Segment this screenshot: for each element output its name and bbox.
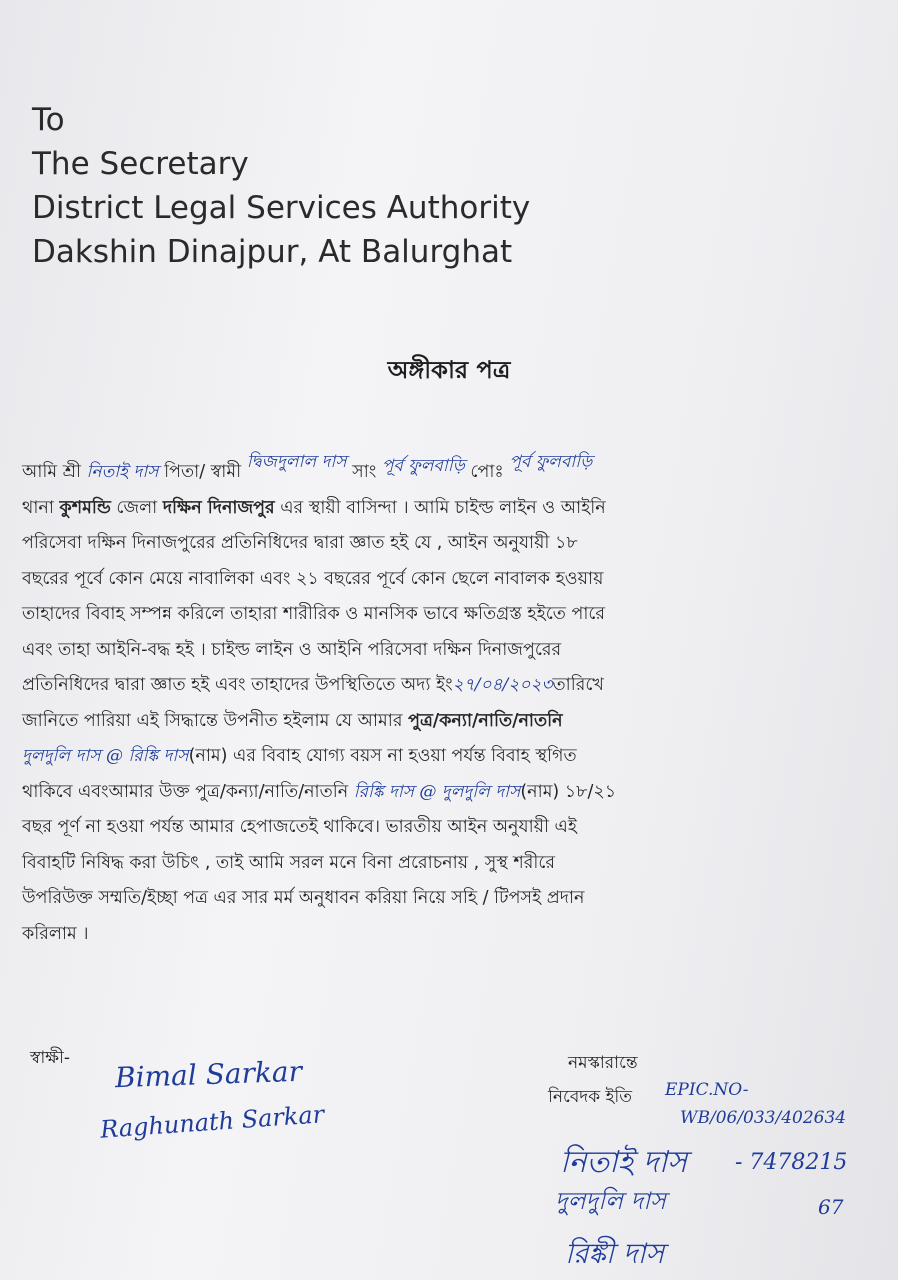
body-line-11: বছর পূর্ণ না হওয়া পর্যন্ত আমার হেপাজতেই থাকিবে। ভারতীয় আইন অনুযায়ী এই (22, 817, 577, 837)
witness-signature-2: Raghunath Sarkar (99, 1100, 325, 1144)
text-father-husband: পিতা/ স্বামী (164, 462, 242, 482)
body-line-7 (22, 668, 882, 704)
body-line-4: বছরের পূর্বে কোন মেয়ে নাবালিকা এবং ২১ বছরের পূর্বে কোন ছেলে নাবালক হওয়ায় (22, 568, 604, 589)
address-line-to: To (32, 102, 65, 138)
text-relation-options: পুত্র/কন্যা/নাতি/নাতনি (408, 710, 563, 731)
body-line-14: করিলাম । (22, 923, 89, 944)
handwritten-father-name: দ্বিজদুলাল দাস (246, 452, 347, 472)
text-district-value: দক্ষিন দিনাজপুর (162, 497, 275, 518)
handwritten-declarant-name: নিতাই দাস (86, 462, 159, 482)
handwritten-village: পূর্ব ফুলবাড়ি (381, 456, 465, 476)
witness-signature-1: Bimal Sarkar (114, 1054, 303, 1095)
body-line-2 (22, 491, 882, 527)
greeting: নমস্কারান্তে (568, 1053, 638, 1073)
witness-block (30, 1045, 70, 1073)
text-ami-shri: আমি শ্রী (22, 462, 81, 482)
text-custody: থাকিবে এবংআমার উক্ত পুত্র/কন্যা/নাতি/নাতনি (22, 781, 349, 802)
address-line-authority: District Legal Services Authority (32, 190, 531, 226)
body-line-9 (22, 739, 882, 775)
text-village-label: সাং (352, 462, 377, 482)
document-title: অঙ্গীকার পত্র (387, 356, 511, 384)
text-district-label: জেলা (116, 497, 158, 518)
handwritten-date: ২৭/০৪/২০২৩ (452, 675, 553, 695)
epic-number: WB/06/033/402634 (680, 1108, 847, 1128)
signatory-signature: নিতাই দাস (560, 1145, 688, 1180)
text-age-limit: (নাম) ১৮/২১ (520, 781, 617, 802)
handwritten-child-names-2: রিঙ্কি দাস @ দুলদুলি দাস (353, 781, 521, 802)
address-line-secretary: The Secretary (32, 146, 249, 182)
text-resident: এর স্থায়ী বাসিন্দা । আমি চাইল্ড লাইন ও আইনি (280, 497, 606, 518)
age-note: 67 (818, 1195, 844, 1219)
handwritten-post-office: পূর্ব ফুলবাড়ি (509, 452, 593, 472)
body-line-8 (22, 704, 882, 740)
epic-label: EPIC.NO- (665, 1080, 749, 1100)
body-line-6: এবং তাহা আইনি-বদ্ধ হই । চাইল্ড লাইন ও আইনি পরিসেবা দক্ষিন দিনাজপুরের (22, 639, 562, 660)
text-decision: জানিতে পারিয়া এই সিদ্ধান্তে উপনীত হইলাম যে আমার (22, 710, 403, 731)
recipient-address (32, 98, 530, 274)
submitted-by-label: নিবেদক ইতি (548, 1087, 632, 1107)
text-date-suffix: তারিখে (552, 675, 604, 695)
handwritten-child-names: দুলদুলি দাস @ রিঙ্কি দাস (22, 746, 189, 766)
body-line-3: পরিসেবা দক্ষিন দিনাজপুরের প্রতিনিধিদের দ্বারা জ্ঞাত হই যে , আইন অনুযায়ী ১৮ (22, 533, 578, 553)
body-line-1 (22, 452, 882, 491)
body-line-5: তাহাদের বিবাহ সম্পন্ন করিলে তাহারা শারীরিক ও মানসিক ভাবে ক্ষতিগ্রস্ত হইতে পারে (22, 604, 606, 624)
third-signature: রিঙ্কী দাস (565, 1237, 665, 1270)
signatory-phone: - 7478215 (735, 1150, 848, 1175)
address-line-location: Dakshin Dinajpur, At Balurghat (32, 234, 513, 270)
text-marriage-postponed: (নাম) এর বিবাহ যোগ্য বয়স না হওয়া পর্যন্ত বিবাহ স্থগিত (188, 746, 577, 766)
text-date-prefix: প্রতিনিধিদের দ্বারা জ্ঞাত হই এবং তাহাদের উপস্থিতিতে অদ্য ইং (22, 675, 453, 695)
body-line-10 (22, 775, 882, 811)
body-line-13: উপরিউক্ত সম্মতি/ইচ্ছা পত্র এর সার মর্ম অনুধাবন করিয়া নিয়ে সহি / টিপসই প্রদান (22, 888, 585, 908)
text-po-label: পোঃ (470, 462, 504, 482)
undertaking-body (22, 452, 882, 952)
text-thana-label: থানা (22, 497, 54, 518)
body-line-12: বিবাহটি নিষিদ্ধ করা উচিৎ , তাই আমি সরল মনে বিনা প্ররোচনায় , সুস্থ শরীরে (22, 852, 556, 873)
text-thana-value: কুশমন্ডি (59, 497, 111, 518)
second-signature: দুলদুলি দাস (555, 1187, 666, 1215)
witness-label: স্বাক্ষী- (30, 1048, 71, 1068)
